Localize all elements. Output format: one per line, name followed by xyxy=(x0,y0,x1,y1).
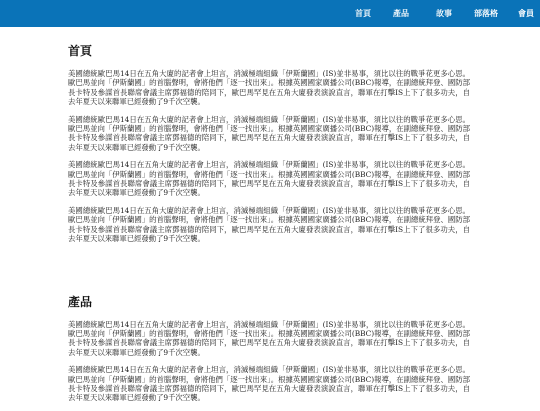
paragraph: 美國總統歐巴馬14日在五角大廈的記者會上坦言，消滅極端組織「伊斯蘭國」(IS)並非易事，須比以往的戰爭花更多心思。歐巴馬並向「伊斯蘭國」的首腦聲明，會將他們「逐一找出來」。根據英國國家廣播公司(BBC)報導，在副總統拜登、國防部長卡特及參謀首長聯席會議主席鄧福德的陪同下，歐巴馬罕見在五角大廈發表演說直言，聯軍在打擊IS上下了很多功夫，自去年夏天以來聯軍已經發動了9千次空襲。 xyxy=(68,69,470,107)
nav-item-blog[interactable]: 部落格 xyxy=(474,9,498,18)
nav-item-story[interactable]: 故事 xyxy=(436,9,452,18)
section-spacer xyxy=(68,252,470,295)
nav-item-products[interactable]: 產品 xyxy=(393,9,409,18)
nav-item-member[interactable]: 會員 xyxy=(518,9,534,18)
section-products xyxy=(68,295,470,403)
paragraph: 美國總統歐巴馬14日在五角大廈的記者會上坦言，消滅極端組織「伊斯蘭國」(IS)並非易事，須比以往的戰爭花更多心思。歐巴馬並向「伊斯蘭國」的首腦聲明，會將他們「逐一找出來」。根據英國國家廣播公司(BBC)報導，在副總統拜登、國防部長卡特及參謀首長聯席會議主席鄧福德的陪同下，歐巴馬罕見在五角大廈發表演說直言，聯軍在打擊IS上下了很多功夫，自去年夏天以來聯軍已經發動了9千次空襲。 xyxy=(68,319,470,357)
paragraph: 美國總統歐巴馬14日在五角大廈的記者會上坦言，消滅極端組織「伊斯蘭國」(IS)並非易事，須比以往的戰爭花更多心思。歐巴馬並向「伊斯蘭國」的首腦聲明，會將他們「逐一找出來」。根據英國國家廣播公司(BBC)報導，在副總統拜登、國防部長卡特及參謀首長聯席會議主席鄧福德的陪同下，歐巴馬罕見在五角大廈發表演說直言，聯軍在打擊IS上下了很多功夫，自去年夏天以來聯軍已經發動了9千次空襲。 xyxy=(68,365,470,403)
paragraph: 美國總統歐巴馬14日在五角大廈的記者會上坦言，消滅極端組織「伊斯蘭國」(IS)並非易事，須比以往的戰爭花更多心思。歐巴馬並向「伊斯蘭國」的首腦聲明，會將他們「逐一找出來」。根據英國國家廣播公司(BBC)報導，在副總統拜登、國防部長卡特及參謀首長聯席會議主席鄧福德的陪同下，歐巴馬罕見在五角大廈發表演說直言，聯軍在打擊IS上下了很多功夫，自去年夏天以來聯軍已經發動了9千次空襲。 xyxy=(68,160,470,198)
paragraph: 美國總統歐巴馬14日在五角大廈的記者會上坦言，消滅極端組織「伊斯蘭國」(IS)並非易事，須比以往的戰爭花更多心思。歐巴馬並向「伊斯蘭國」的首腦聲明，會將他們「逐一找出來」。根據英國國家廣播公司(BBC)報導，在副總統拜登、國防部長卡特及參謀首長聯席會議主席鄧福德的陪同下，歐巴馬罕見在五角大廈發表演說直言，聯軍在打擊IS上下了很多功夫，自去年夏天以來聯軍已經發動了9千次空襲。 xyxy=(68,114,470,152)
section-title-products: 產品 xyxy=(68,294,93,309)
top-navbar xyxy=(0,0,540,27)
paragraph: 美國總統歐巴馬14日在五角大廈的記者會上坦言，消滅極端組織「伊斯蘭國」(IS)並非易事，須比以往的戰爭花更多心思。歐巴馬並向「伊斯蘭國」的首腦聲明，會將他們「逐一找出來」。根據英國國家廣播公司(BBC)報導，在副總統拜登、國防部長卡特及參謀首長聯席會議主席鄧福德的陪同下，歐巴馬罕見在五角大廈發表演說直言，聯軍在打擊IS上下了很多功夫，自去年夏天以來聯軍已經發動了9千次空襲。 xyxy=(68,205,470,244)
main-nav xyxy=(355,0,534,27)
section-title-home: 首頁 xyxy=(68,44,93,58)
main-content xyxy=(68,44,470,411)
section-home xyxy=(68,44,470,244)
nav-item-home[interactable]: 首頁 xyxy=(355,9,371,18)
